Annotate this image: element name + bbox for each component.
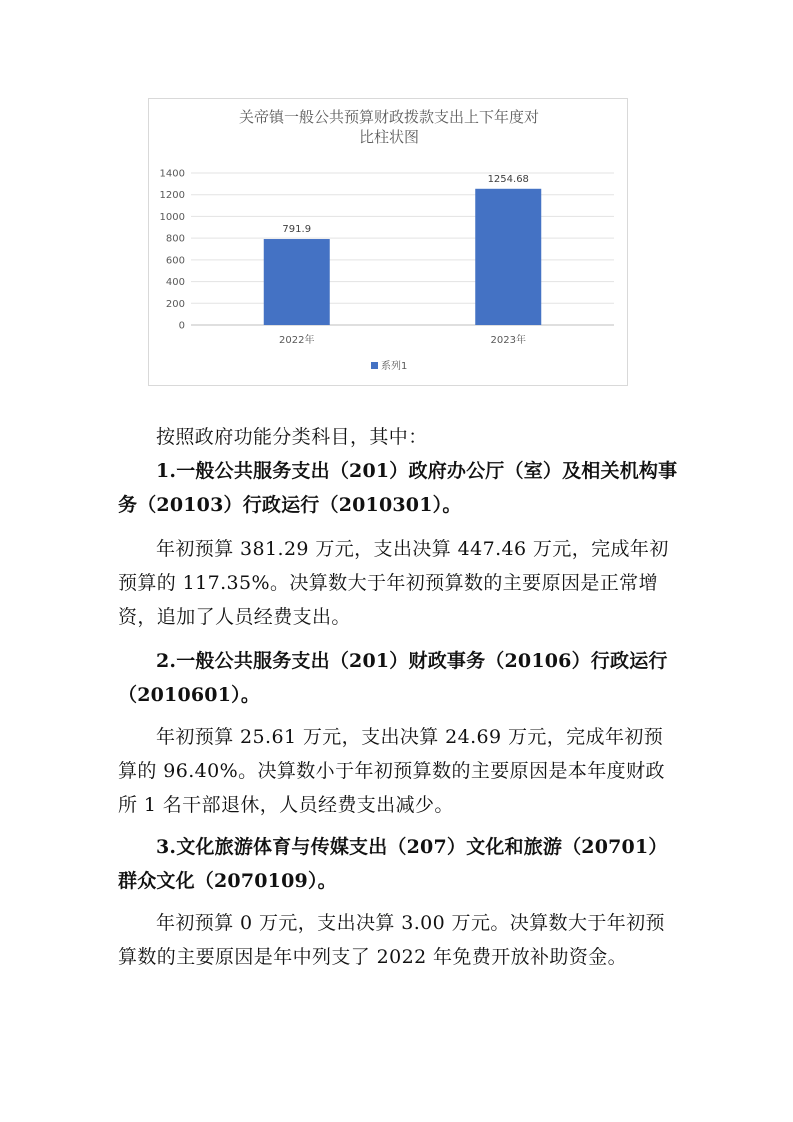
section-1-body: 年初预算 381.29 万元，支出决算 447.46 万元，完成年初预算的 117.35%。决算数大于年初预算数的主要原因是正常增资，追加了人员经费支出。 [118,538,669,628]
bar [475,189,541,325]
y-tick-label: 1000 [159,211,185,223]
bar-chart [148,98,628,386]
legend-swatch [371,362,378,369]
section-3-body: 年初预算 0 万元，支出决算 3.00 万元。决算数大于年初预算数的主要原因是年中列支了 2022 年免费开放补助资金。 [118,912,665,968]
intro-paragraph: 按照政府功能分类科目，其中： [156,426,428,448]
chart-title-line-1: 关帝镇一般公共预算财政拨款支出上下年度对 [238,108,539,126]
y-tick-label: 400 [165,277,185,289]
section-2-body: 年初预算 25.61 万元，支出决算 24.69 万元，完成年初预算的 96.40%。决算数小于年初预算数的主要原因是本年度财政所 1 名干部退休，人员经费支出减少。 [118,726,665,816]
y-tick-label: 1200 [159,190,185,202]
x-tick-label: 2023年 [490,335,526,346]
data-label: 1254.68 [487,173,529,185]
chart-title-line-2: 比柱状图 [358,128,419,146]
y-tick-label: 600 [165,255,185,267]
legend-label: 系列1 [381,361,408,372]
section-2-heading: 2.一般公共服务支出（201）财政事务（20106）行政运行（2010601）。 [118,650,668,706]
x-tick-label: 2022年 [279,335,315,346]
y-tick-label: 0 [178,320,185,332]
y-tick-label: 200 [165,298,185,310]
y-tick-label: 1400 [159,168,185,180]
section-3-heading: 3.文化旅游体育与传媒支出（207）文化和旅游（20701）群众文化（2070109）。 [118,836,668,892]
bar [264,239,330,325]
section-1-heading: 1.一般公共服务支出（201）政府办公厅（室）及相关机构事务（20103）行政运行（2010301）。 [118,460,678,516]
chart-plot [149,99,629,387]
data-label: 791.9 [282,224,312,236]
y-tick-label: 800 [165,233,185,245]
